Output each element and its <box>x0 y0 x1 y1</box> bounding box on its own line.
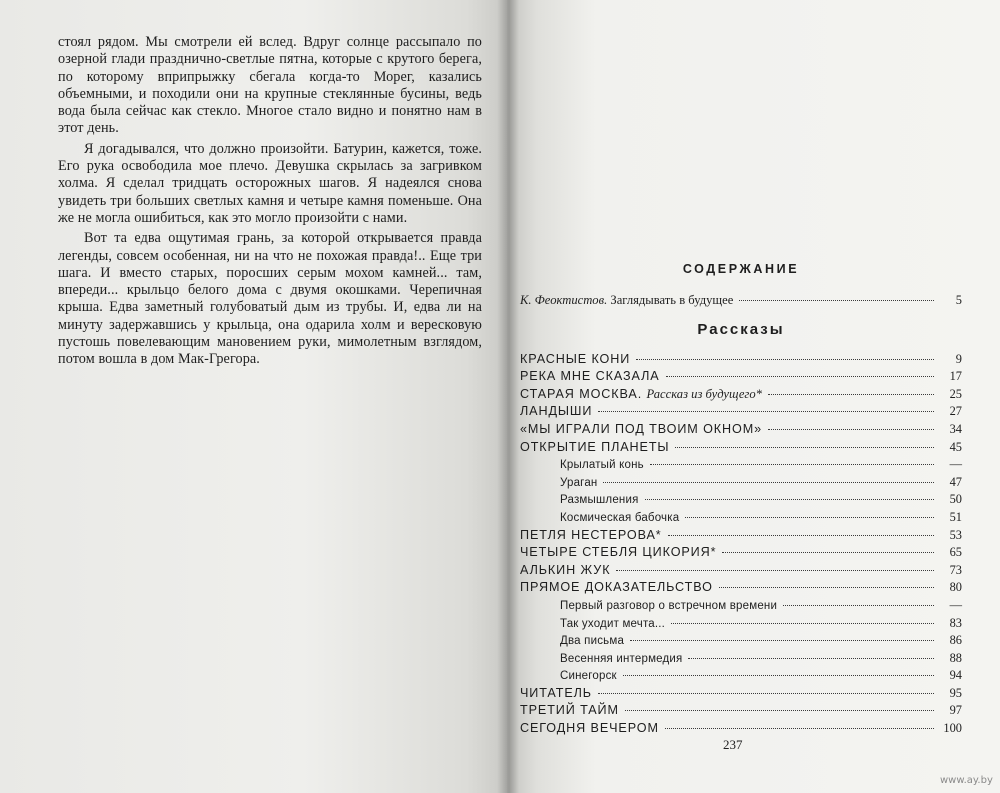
toc-entry-title: ТРЕТИЙ ТАЙМ <box>520 703 619 718</box>
leader-dots <box>645 499 934 500</box>
leader-dots <box>675 447 934 448</box>
toc-page-number: 51 <box>949 509 962 524</box>
story-text <box>58 34 482 369</box>
toc-intro-row <box>520 293 962 311</box>
leader-dots <box>623 675 934 676</box>
toc-page-number: 25 <box>949 386 962 401</box>
paragraph: стоял рядом. Мы смотрели ей вслед. Вдруг солнце рассыпало по озерной глади празднично-светлые пятна, которые с крутого берега, по которому вприпрыжку сбегала когда-то Морег, казались объемными, и походили они на крупные стеклянные бусины, ведь вода была сейчас как стекло. Многое стало видно и понятно нам в этот день. <box>58 34 482 137</box>
toc-entry <box>520 404 962 422</box>
toc-subentry <box>520 633 962 651</box>
toc-page-number: 9 <box>955 351 962 366</box>
leader-dots <box>625 710 934 711</box>
book-gutter <box>497 0 519 793</box>
toc-page-number: 17 <box>949 369 962 384</box>
toc-entry-title: Два письма <box>560 635 625 648</box>
toc-entry-title: ПЕТЛЯ НЕСТЕРОВА* <box>520 527 662 542</box>
toc-entry-title: ЧИТАТЕЛЬ <box>520 685 592 700</box>
toc-entry <box>520 545 962 563</box>
toc-page-number: 73 <box>949 562 962 577</box>
toc-entry-title: РЕКА МНЕ СКАЗАЛА <box>520 369 660 384</box>
leader-dots <box>768 394 934 395</box>
toc-entry-title <box>520 387 762 402</box>
toc-entry <box>520 703 962 721</box>
toc-page-number: — <box>949 457 962 472</box>
toc-subentry <box>520 651 962 669</box>
toc-subentry <box>520 510 962 528</box>
leader-dots <box>783 605 934 606</box>
toc-page-number: — <box>949 597 962 612</box>
toc-page-number: 94 <box>949 668 962 683</box>
toc-page-number: 97 <box>949 703 962 718</box>
toc-entry-title: СЕГОДНЯ ВЕЧЕРОМ <box>520 721 659 736</box>
leader-dots <box>665 728 934 729</box>
toc-entry-title: КРАСНЫЕ КОНИ <box>520 351 631 366</box>
toc-page-number: 86 <box>949 633 962 648</box>
toc-subentry <box>520 598 962 616</box>
toc-intro-entry <box>520 293 733 308</box>
toc-entry <box>520 686 962 704</box>
paragraph: Я догадывался, что должно произойти. Батурин, кажется, тоже. Его рука освободила мое плечо. Девушка скрылась за загривком холма. Я сделал тридцать осторожных шагов. Я надеялся снова увидеть три больших светлых камня и четыре камня поменьше. Она же не могла ошибиться, как это могло произойти с нами. <box>58 140 482 226</box>
leader-dots <box>722 552 934 553</box>
toc-page-number: 80 <box>949 580 962 595</box>
toc-page-number: 65 <box>949 545 962 560</box>
leader-dots <box>636 359 934 360</box>
toc-entry-title: АЛЬКИН ЖУК <box>520 562 611 577</box>
toc-entry-title: ЧЕТЫРЕ СТЕБЛЯ ЦИКОРИЯ* <box>520 545 717 560</box>
watermark: www.ay.by <box>940 775 993 786</box>
toc-entry-main-title: СТАРАЯ МОСКВА. <box>520 386 643 401</box>
leader-dots <box>668 535 934 536</box>
leader-dots <box>598 693 934 694</box>
toc-page-number: 88 <box>949 650 962 665</box>
leader-dots <box>666 376 934 377</box>
toc-title: СОДЕРЖАНИЕ <box>682 262 800 276</box>
toc-page-number: 95 <box>949 685 962 700</box>
toc-entry <box>520 563 962 581</box>
leader-dots <box>616 570 934 571</box>
toc-subentry <box>520 457 962 475</box>
toc-entry-title: Размышления <box>560 494 639 507</box>
table-of-contents <box>520 262 962 739</box>
leader-dots <box>630 640 934 641</box>
leader-dots <box>719 587 934 588</box>
toc-page-number: 83 <box>949 615 962 630</box>
toc-entry-title: Синегорск <box>560 670 617 683</box>
paragraph: Вот та едва ощутимая грань, за которой открывается правда легенды, совсем особенная, ни на что не похожая правда!.. Еще три шага. И вместо старых, поросших серым мохом камней... там, впереди... крыльцо белого дома с двумя окошками. Черепичная крыша. Едва заметный голубоватый дым из трубы. И, едва ли на минуту задержавшись у крыльца, она одарила холм и вересковую пустошь повелевающим мановением руки, мимолетным взглядом, потом вошла в дом Мак-Грегора. <box>58 230 482 368</box>
toc-entry-title: «МЫ ИГРАЛИ ПОД ТВОИМ ОКНОМ» <box>520 421 762 436</box>
leader-dots <box>685 517 934 518</box>
toc-entry <box>520 528 962 546</box>
toc-entry-title: Ураган <box>560 476 598 489</box>
toc-subentry <box>520 475 962 493</box>
leader-dots <box>603 482 934 483</box>
toc-entry <box>520 580 962 598</box>
toc-page-number: 5 <box>955 293 962 307</box>
toc-page-number: 47 <box>949 474 962 489</box>
toc-page-number: 34 <box>949 421 962 436</box>
leader-dots <box>650 464 934 465</box>
toc-entry-subtitle: Рассказ из будущего* <box>646 386 762 401</box>
toc-entry <box>520 422 962 440</box>
leader-dots <box>598 411 934 412</box>
toc-entry <box>520 440 962 458</box>
page-number: 237 <box>723 737 743 752</box>
leader-dots <box>768 429 934 430</box>
toc-section-heading: Рассказы <box>697 320 785 338</box>
toc-page-number: 53 <box>949 527 962 542</box>
toc-entry-title: ПРЯМОЕ ДОКАЗАТЕЛЬСТВО <box>520 580 713 595</box>
toc-entry <box>520 387 962 405</box>
leader-dots <box>688 658 934 659</box>
leader-dots <box>739 300 934 301</box>
toc-entry <box>520 352 962 370</box>
toc-page-number: 100 <box>943 721 962 736</box>
toc-intro-title: Заглядывать в будущее <box>610 293 734 307</box>
toc-page-number: 45 <box>949 439 962 454</box>
toc-entry-title: Крылатый конь <box>560 459 644 472</box>
toc-entry-title: Первый разговор о встречном времени <box>560 599 778 612</box>
toc-entry-title: Космическая бабочка <box>560 511 680 524</box>
leader-dots <box>671 623 934 624</box>
toc-entry-title: ЛАНДЫШИ <box>520 404 593 419</box>
toc-intro-author: К. Феоктистов. <box>520 293 608 307</box>
toc-page-number: 50 <box>949 492 962 507</box>
toc-subentry <box>520 668 962 686</box>
toc-entry-title: ОТКРЫТИЕ ПЛАНЕТЫ <box>520 439 670 454</box>
toc-entry <box>520 369 962 387</box>
toc-entry-title: Весенняя интермедия <box>560 652 683 665</box>
toc-subentry <box>520 492 962 510</box>
toc-page-number: 27 <box>949 404 962 419</box>
toc-entry-title: Так уходит мечта... <box>560 617 666 630</box>
toc-subentry <box>520 616 962 634</box>
